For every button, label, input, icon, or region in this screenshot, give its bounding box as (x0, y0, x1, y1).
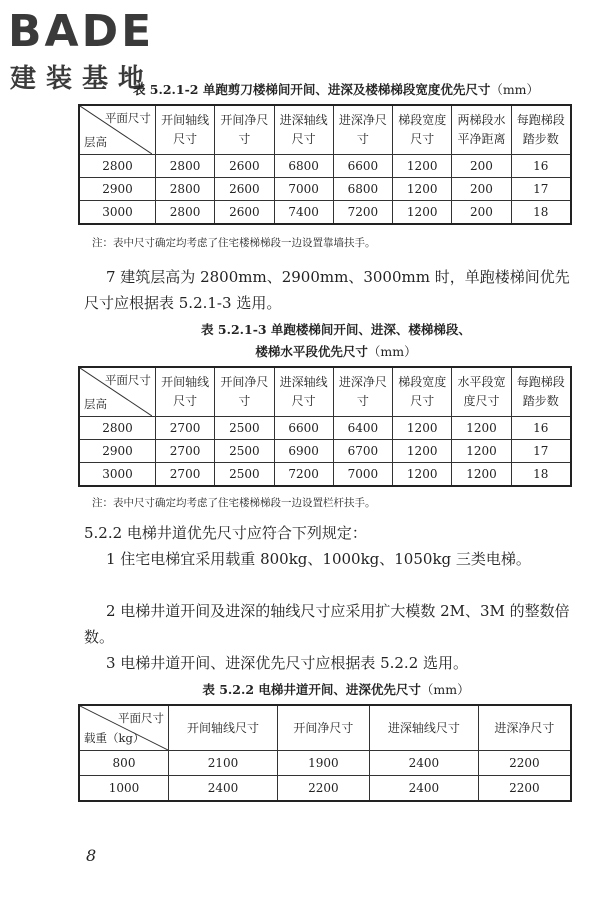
page-number: 8 (86, 846, 97, 865)
item-1: 1 住宅电梯宜采用载重 800kg、1000kg、1050kg 三类电梯。 (106, 550, 531, 568)
table-row (79, 201, 571, 225)
item-2: 2 电梯井道开间及进深的轴线尺寸应采用扩大模数 2M、3M 的整数倍数。 (84, 602, 570, 646)
table-5-2-1-3 (78, 366, 572, 487)
corner-header-cell (79, 705, 169, 751)
table-row (79, 178, 571, 201)
table-cell: 2400 (369, 776, 478, 802)
table-cell: 1200 (393, 417, 452, 440)
table-cell: 2600 (215, 178, 274, 201)
table-row (79, 417, 571, 440)
table2-caption-text: 楼梯水平段优先尺寸 (255, 344, 368, 359)
table-cell: 2800 (79, 155, 155, 178)
table-cell: 2800 (79, 417, 155, 440)
table-cell: 2800 (155, 155, 214, 178)
table-cell: 2400 (369, 751, 478, 776)
item-3: 3 电梯井道开间、进深优先尺寸应根据表 5.2.2 选用。 (106, 654, 469, 672)
table-cell: 2500 (215, 463, 274, 487)
column-header: 梯段宽度尺寸 (393, 367, 452, 417)
corner-top-label: 平面尺寸 (118, 711, 164, 725)
table-cell: 2200 (478, 751, 571, 776)
table-cell: 6600 (333, 155, 392, 178)
table-cell: 2700 (155, 417, 214, 440)
table-cell: 2700 (155, 463, 214, 487)
column-header: 开间净尺寸 (215, 105, 274, 155)
table-cell: 7200 (274, 463, 333, 487)
corner-top-label: 平面尺寸 (104, 111, 151, 125)
logo-brand: BADE (8, 6, 155, 57)
table-cell: 1200 (452, 417, 511, 440)
table-cell: 200 (452, 201, 511, 225)
column-header: 开间净尺寸 (215, 367, 274, 417)
corner-header-cell (79, 367, 155, 417)
table-cell: 6800 (274, 155, 333, 178)
table-row (79, 751, 571, 776)
table-cell: 6600 (274, 417, 333, 440)
column-header: 两梯段水平净距离 (452, 105, 511, 155)
table-cell: 6800 (333, 178, 392, 201)
table1-note: 注：表中尺寸确定均考虑了住宅楼梯梯段一边设置靠墙扶手。 (92, 237, 376, 249)
table-cell: 7000 (274, 178, 333, 201)
table2-caption-line1: 表 5.2.1-3 单跑楼梯间开间、进深、楼梯梯段、 (201, 322, 471, 337)
table-cell: 2600 (215, 201, 274, 225)
column-header: 开间轴线尺寸 (155, 367, 214, 417)
corner-header-cell (79, 105, 155, 155)
column-header: 每跑梯段踏步数 (511, 105, 571, 155)
table3-caption-text: 表 5.2.2 电梯井道开间、进深优先尺寸 (202, 682, 421, 697)
table2-note: 注：表中尺寸确定均考虑了住宅楼梯梯段一边设置栏杆扶手。 (92, 497, 376, 509)
table-cell: 6400 (333, 417, 392, 440)
table-cell: 6700 (333, 440, 392, 463)
table-cell: 2900 (79, 178, 155, 201)
column-header: 进深轴线尺寸 (369, 705, 478, 751)
header-row (79, 105, 571, 155)
column-header: 进深净尺寸 (478, 705, 571, 751)
table-cell: 1200 (452, 440, 511, 463)
paragraph-7: 7 建筑层高为 2800mm、2900mm、3000mm 时，单跑楼梯间优先尺寸应根据表 5.2.1-3 选用。 (84, 268, 570, 312)
table-row (79, 155, 571, 178)
table-cell: 2200 (478, 776, 571, 802)
table-cell: 1000 (79, 776, 169, 802)
table-cell: 1200 (452, 463, 511, 487)
table-row (79, 440, 571, 463)
table-cell: 18 (511, 201, 571, 225)
table-cell: 2500 (215, 417, 274, 440)
corner-bottom-label: 载重（kg） (84, 731, 145, 745)
table-cell: 800 (79, 751, 169, 776)
column-header: 水平段宽度尺寸 (452, 367, 511, 417)
table1-caption (86, 80, 586, 98)
table-cell: 2900 (79, 440, 155, 463)
table3-caption (86, 680, 586, 698)
column-header: 梯段宽度尺寸 (393, 105, 452, 155)
table1-caption-text: 表 5.2.1-2 单跑剪刀楼梯间开间、进深及楼梯梯段宽度优先尺寸 (132, 82, 491, 97)
table-cell: 7400 (274, 201, 333, 225)
corner-bottom-label: 层高 (84, 397, 107, 411)
table-cell: 16 (511, 155, 571, 178)
table-cell: 3000 (79, 463, 155, 487)
table-cell: 2200 (277, 776, 369, 802)
table3-unit: （mm） (420, 682, 470, 697)
table-cell: 1200 (393, 178, 452, 201)
table-row (79, 776, 571, 802)
column-header: 进深轴线尺寸 (274, 367, 333, 417)
table-cell: 17 (511, 178, 571, 201)
table-row (79, 463, 571, 487)
table-cell: 200 (452, 155, 511, 178)
table-cell: 2400 (169, 776, 278, 802)
logo-subtitle: 建装基地 (10, 64, 155, 94)
column-header: 开间轴线尺寸 (169, 705, 278, 751)
table-5-2-2 (78, 704, 572, 802)
column-header: 进深轴线尺寸 (274, 105, 333, 155)
column-header: 每跑梯段踏步数 (511, 367, 571, 417)
table-cell: 2800 (155, 178, 214, 201)
corner-top-label: 平面尺寸 (104, 373, 151, 387)
table-cell: 1900 (277, 751, 369, 776)
table-cell: 200 (452, 178, 511, 201)
table-cell: 18 (511, 463, 571, 487)
table-cell: 3000 (79, 201, 155, 225)
table-cell: 2500 (215, 440, 274, 463)
table-cell: 6900 (274, 440, 333, 463)
table-cell: 16 (511, 417, 571, 440)
table-cell: 7000 (333, 463, 392, 487)
header-row (79, 705, 571, 751)
column-header: 开间净尺寸 (277, 705, 369, 751)
column-header: 进深净尺寸 (333, 105, 392, 155)
table-cell: 2100 (169, 751, 278, 776)
table-5-2-1-2 (78, 104, 572, 225)
table2-caption-line2 (86, 342, 586, 360)
column-header: 开间轴线尺寸 (155, 105, 214, 155)
section-5-2-2: 5.2.2 电梯井道优先尺寸应符合下列规定： (84, 524, 367, 542)
table-cell: 1200 (393, 201, 452, 225)
table1-unit: （mm） (490, 82, 540, 97)
table-cell: 2800 (155, 201, 214, 225)
column-header: 进深净尺寸 (333, 367, 392, 417)
table-cell: 2700 (155, 440, 214, 463)
table-cell: 1200 (393, 463, 452, 487)
table-cell: 1200 (393, 155, 452, 178)
table-cell: 17 (511, 440, 571, 463)
table-cell: 1200 (393, 440, 452, 463)
table2-unit: （mm） (367, 344, 417, 359)
corner-bottom-label: 层高 (84, 135, 107, 149)
table-cell: 2600 (215, 155, 274, 178)
header-row (79, 367, 571, 417)
table-cell: 7200 (333, 201, 392, 225)
